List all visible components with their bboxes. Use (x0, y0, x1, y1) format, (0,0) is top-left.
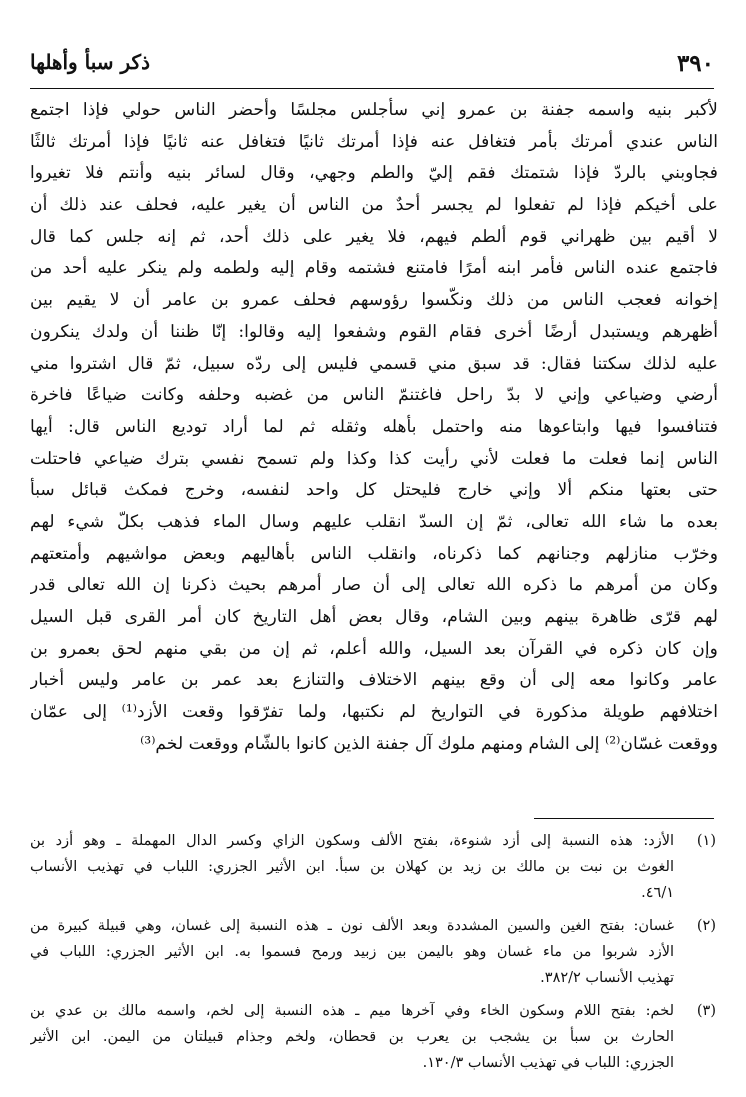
footnote-separator (534, 818, 714, 819)
text-line: لهم قرّى ظاهرة بينهم وبين الشام، وقال بعض أهل التاريخ كان أمر القرى قبل السيل (30, 607, 718, 627)
footnote-line: غسان: بفتح الغين والسين المشددة وبعد الألف نون ـ هذه النسبة إلى غسان، وهي قبيلة كبيرة من (30, 918, 674, 934)
running-title: ذكر سبأ وأهلها (30, 50, 150, 74)
text-line: وخرّب منازلهم وجنانهم كما ذكرناه، وانقلب الناس بأهاليهم وبعض مواشيهم وأمتعتهم (30, 543, 718, 564)
header-rule (30, 88, 714, 89)
footnotes (30, 828, 716, 1083)
text-line: فاجتمع عنده الناس فأمر ابنه أمرًا فامتنع فشتمه وقام إليه ولطمه ولم ينكر عليه أحد من (30, 258, 718, 279)
footnote-line: الأزد: هذه النسبة إلى أزد شنوءة، بفتح الألف وسكون الزاي وكسر الدال المهملة ـ وهو أزد بن (30, 833, 674, 849)
footnote-body (30, 913, 674, 991)
footnote-2 (30, 913, 716, 991)
footnote-1 (30, 828, 716, 906)
text-line: وكان من أمرهم ما ذكره الله تعالى إلى أن صار أمرهم بحيث ذكرنا إن الله تعالى قدر (30, 575, 718, 596)
text-line: على أخيكم فإذا لم تفعلوا لم يجسر أحدٌ من الناس أن يغير عليه، فحلف عند ذلك أن (30, 195, 718, 216)
text-line: أظهرهم ويستبدل أرضًا أخرى فقام القوم وشفعوا إليه وقالوا: إنّا ظننا أن ولدك ينكرون (30, 321, 718, 342)
text-line: فتنافسوا فيها وابتاعوها منه واحتمل بأهله وثقله ثم لما أراد توديع الناس قال: أيها (30, 416, 718, 437)
footnote-line: الحارث بن سبأ بن يشجب بن يعرب بن قحطان، ولخم وجذام قبيلتان من اليمن. ابن الأثير (30, 1029, 674, 1045)
text-line: الناس إنما فعلت ما فعلت لأني رأيت كذا وكذا ولم تسمح نفسي بترك ضياعي فاحتلت (30, 448, 718, 469)
footnote-line: ٤٦/١. (641, 885, 674, 901)
text-line: بعده ما شاء الله تعالى، ثمّ إن السدّ انقلب عليهم وسال الماء فذهب بكلّ شيء لهم (30, 511, 718, 532)
text-line: الناس عندي أمرتك بأمر فتغافل عنه فإذا أمرتك ثانيًا فتغافل عنه ثانيًا فإذا أمرتك ثالثًا (30, 131, 718, 152)
footnote-line: لخم: بفتح اللام وسكون الخاء وفي آخرها ميم ـ هذه النسبة إلى لخم، واسمه مالك بن عدي بن (30, 1003, 674, 1019)
footnote-body (30, 998, 674, 1076)
footnote-line: الأزد شربوا من ماء غسان وهو باليمن بين زبيد ورمح فسموا به. ابن الأثير الجزري: اللباب في (30, 944, 674, 960)
text-line: اختلافهم طويلة مذكورة في التواريخ لم نكتبها، ولما تفرّقوا وقعت الأزد⁽¹⁾ إلى عمّان (30, 702, 718, 723)
footnote-3 (30, 998, 716, 1076)
text-line: عليه لذلك سكتنا فقال: قد سبق مني قسمي فليس إلى ردّه سبيل، ثمّ قال اشتروا مني (30, 353, 718, 374)
footnote-body (30, 828, 674, 906)
footnote-number: (٣) (696, 1003, 716, 1019)
text-line: حتى بعتها منكم ألا وإني خارج فليحتل كل واحد لنفسه، وخرج فمكث قبائل سبأ (30, 480, 718, 501)
footnote-line: تهذيب الأنساب ٣٨٢/٢. (540, 970, 674, 986)
page-number: ٣٩٠ (676, 50, 714, 77)
text-line: فجاوبني بالردّ فإذا شتمتك فقم إليّ والطم وجهي، وقال لسائر بنيه وأنتم فلا تغيروا (30, 163, 718, 184)
text-line: إخوانه فعجب الناس من ذلك ونكّسوا رؤوسهم فحلف عمرو بن عامر أن لا يقيم بين (30, 290, 718, 311)
main-text (30, 95, 718, 760)
footnote-number: (١) (696, 833, 716, 849)
text-line: وإن كان ذكره في القرآن بعد السيل، والله أعلم، ثم إن من بقي منهم لحق بعمرو بن (30, 638, 718, 659)
footnote-line: الغوث بن نبت بن مالك بن زيد بن كهلان بن سبأ. ابن الأثير الجزري: اللباب في تهذيب الأنساب (30, 859, 674, 875)
text-line: ووقعت غسّان⁽²⁾ إلى الشام ومنهم ملوك آل جفنة الذين كانوا بالشّام ووقعت لخم⁽³⁾ (140, 733, 718, 754)
text-line: أرضي وضياعي وإني لا بدّ راحل فاغتنمّ الناس من غضبه وحلفه وكانت ضياعًا فاخرة (30, 385, 718, 406)
footnote-line: الجزري: اللباب في تهذيب الأنساب ١٣٠/٣. (422, 1055, 674, 1071)
running-header (30, 46, 714, 86)
text-line: لا أقيم بين ظهراني قوم ألطم فيهم، فلا يغير على ذلك أحد، ثم إنه جلس كما قال (30, 226, 718, 247)
text-line: لأكبر بنيه واسمه جفنة بن عمرو إني سأجلس مجلسًا وأحضر الناس حولي فإذا اجتمع (30, 100, 718, 120)
text-line: عامر وكانوا معه إلى أن وقع بينهم الاختلاف والتنازع بعد عمر بن عامر وليس أخبار (30, 670, 718, 691)
footnote-number: (٢) (696, 918, 716, 934)
